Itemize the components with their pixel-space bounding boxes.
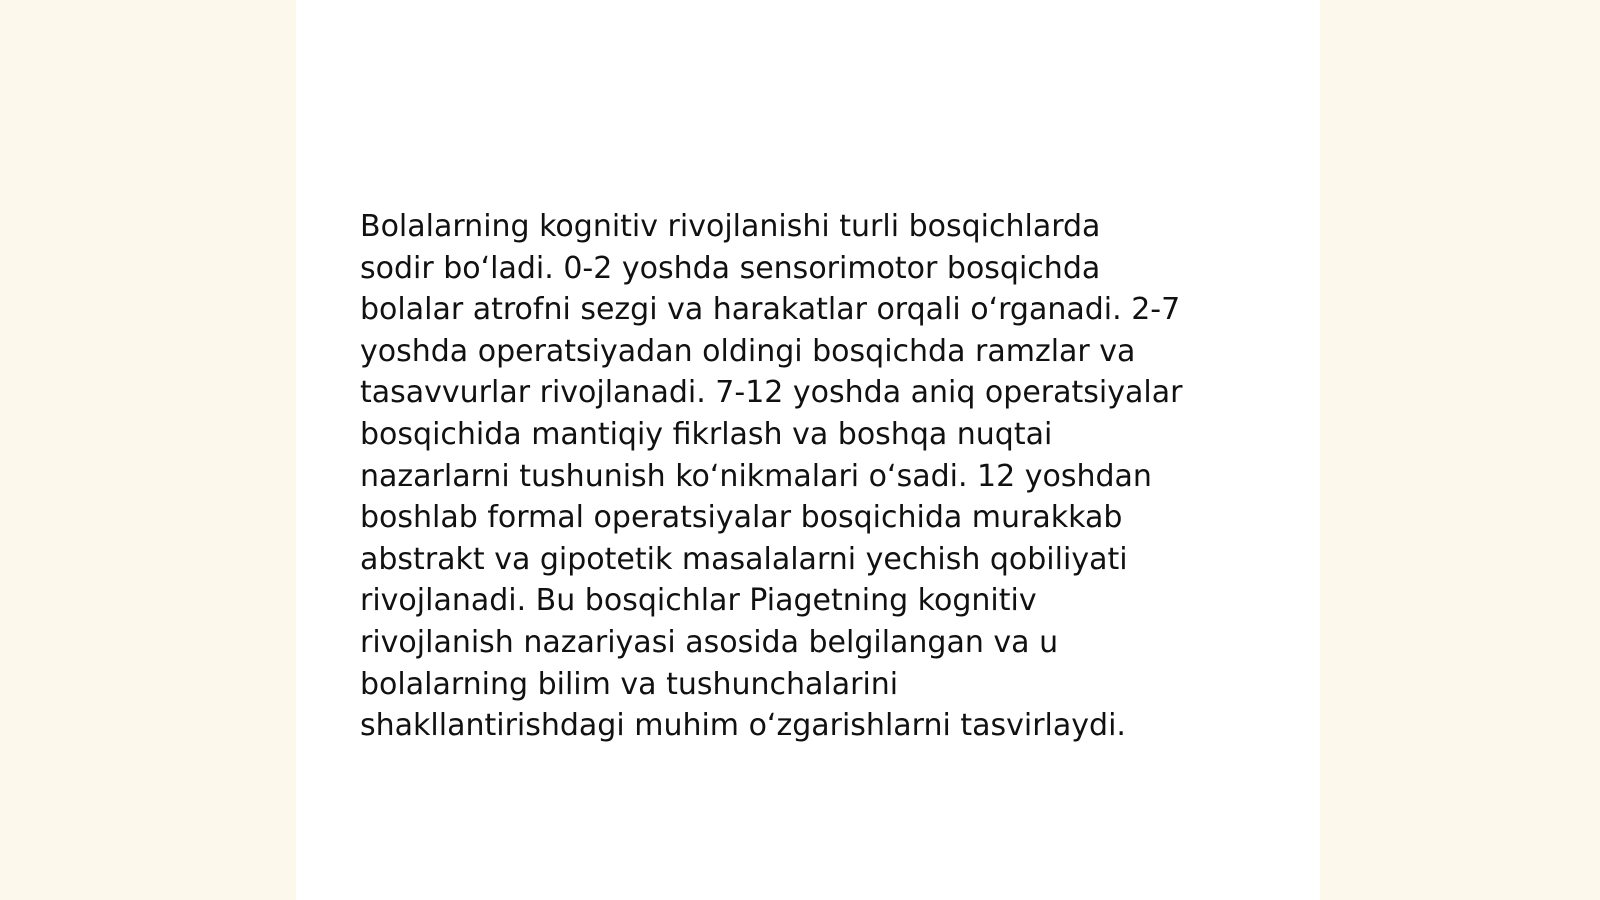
- body-paragraph: Bolalarning kognitiv rivojlanishi turli bosqichlarda sodir boʻladi. 0-2 yoshda sensorimotor bosqichda bolalar atrofni sezgi va harakatlar orqali oʻrganadi. 2-7 yoshda operatsiyadan oldingi bosqichda ramzlar va tasavvurlar rivojlanadi. 7-12 yoshda aniq operatsiyalar bosqichida mantiqiy fikrlash va boshqa nuqtai nazarlarni tushunish koʻnikmalari oʻsadi. 12 yoshdan boshlab formal operatsiyalar bosqichida murakkab abstrakt va gipotetik masalalarni yechish qobiliyati rivojlanadi. Bu bosqichlar Piagetning kognitiv rivojlanish nazariyasi asosida belgilangan va u bolalarning bilim va tushunchalarini shakllantirishdagi muhim oʻzgarishlarni tasvirlaydi.: [360, 209, 1183, 744]
